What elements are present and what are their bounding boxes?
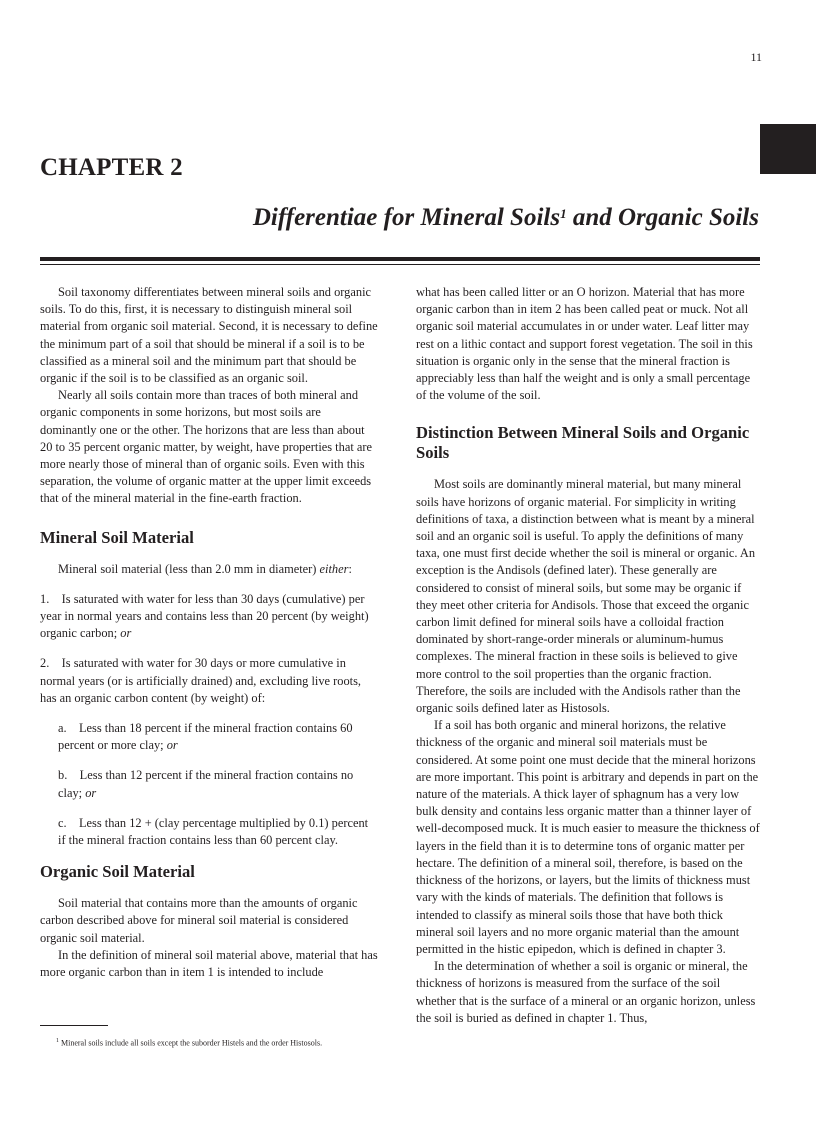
- organic-paragraph-2: In the definition of mineral soil material above, material that has more organic carbon than in item 1 is intended to include: [40, 947, 378, 980]
- intro-paragraph-2: Nearly all soils contain more than traces of both mineral and organic components in some horizons, but most soils are dominantly one or the other. The horizons that are less than about 20 to 35 percent organic matter, by weight, have properties that are more nearly those of mineral than of organic soils. Even with this separation, the volume of organic matter at the upper limit exceeds that of the mineral material in the fine-earth fraction.: [40, 388, 372, 506]
- footnote: [56, 1038, 322, 1048]
- sub-item-c-text: c. Less than 12 + (clay percentage multiplied by 0.1) percent if the mineral fraction contains less than 60 percent clay.: [58, 815, 372, 848]
- sub-item-b: [58, 767, 378, 801]
- sub-item-a-text: a. Less than 18 percent if the mineral fraction contains 60 percent or more clay;: [58, 721, 356, 753]
- mineral-intro-end: :: [348, 561, 352, 576]
- organic-soil-material-heading: Organic Soil Material: [40, 862, 195, 882]
- footnote-number: 1: [56, 1038, 59, 1044]
- list-item-2-text: 2. Is saturated with water for 30 days or more cumulative in normal years (or is artificially drained) and, excluding live roots, has an organic carbon content (by weight) of:: [40, 656, 365, 705]
- footnote-marker: 1: [560, 206, 567, 221]
- sub-item-a: [58, 720, 378, 754]
- chapter-thumb-tab: [760, 124, 816, 174]
- distinction-heading: Distinction Between Mineral Soils and Organic Soils: [416, 423, 750, 463]
- chapter-subtitle-part2: and Organic Soils: [566, 204, 759, 231]
- list-item-1-or: or: [120, 626, 132, 641]
- title-rule-thin: [40, 264, 760, 265]
- sub-item-a-or: or: [166, 738, 178, 753]
- mineral-soil-material-heading: Mineral Soil Material: [40, 527, 194, 547]
- intro-paragraph-1: Soil taxonomy differentiates between mineral soils and organic soils. To do this, first, it is necessary to distinguish mineral soil material from organic soil material. Second, it is necessary to define the minimum part of a soil that should be mineral if a soil is to be classified as a mineral soil and the minimum part that should be organic if the soil is to be classified as an organic soil.: [40, 285, 378, 386]
- sub-item-c: [58, 815, 378, 849]
- right-column: [416, 284, 761, 1027]
- list-item-2: [40, 655, 378, 707]
- sub-item-b-or: or: [85, 785, 97, 800]
- title-rule-thick: [40, 257, 760, 261]
- organic-paragraph-1: Soil material that contains more than the amounts of organic carbon described above for mineral soil material is considered organic soil material.: [40, 896, 358, 945]
- mineral-intro-text: Mineral soil material (less than 2.0 mm in diameter): [58, 561, 317, 576]
- mineral-intro: [40, 561, 378, 578]
- chapter-subtitle-part1: Differentiae for Mineral Soils: [252, 204, 561, 231]
- page-number: 11: [750, 50, 762, 64]
- chapter-title: CHAPTER 2: [40, 154, 183, 181]
- distinction-paragraph-1: Most soils are dominantly mineral material, but many mineral soils have horizons of organic material. For simplicity in writing definitions of taxa, a distinction between what is meant by a mineral soil and an organic soil is useful. To apply the definitions of many taxa, one must first decide whether the soil is mineral or organic. An exception is the Andisols (defined later). These generally are considered to consist of mineral soils, but some may be organic if they meet other criteria for Andisols. Those that exceed the organic carbon limit defined for mineral soils have a colloidal fraction dominated by short-range-order minerals or aluminum-humus complexes. The mineral fraction in these soils is believed to give more control to the soil properties than the organic fraction. Therefore, the soils are included with the Andisols rather than the organic soils defined later as Histosols.: [416, 477, 756, 716]
- sub-list: [40, 720, 378, 849]
- list-item-1: [40, 591, 378, 643]
- list-item-1-text: 1. Is saturated with water for less than 30 days (cumulative) per year in normal years and contains less than 20 percent (by weight) organic carbon;: [40, 591, 372, 641]
- distinction-paragraph-2: If a soil has both organic and mineral horizons, the relative thickness of the organic and mineral soil materials must be considered. At some point one must decide that the mineral horizons are more important. This point is arbitrary and depends in part on the nature of the materials. A thick layer of sphagnum has a very low bulk density and contains less organic matter than a thinner layer of well-decomposed muck. It is much easier to measure the thickness of layers in the field than it is to determine tons of organic matter per hectare. The definition of a mineral soil, therefore, is based on the thickness of the horizons, or layers, but the limits of thickness must vary with the kinds of materials. The definition that follows is intended to classify as mineral soils those that have both thick mineral soil layers and no more organic material than the amount permitted in the histic epipedon, which is defined in chapter 3.: [416, 718, 760, 956]
- chapter-subtitle: [253, 204, 759, 232]
- footnote-text: Mineral soils include all soils except the suborder Histels and the order Histosols.: [59, 1038, 323, 1048]
- mineral-intro-either: either: [319, 561, 349, 576]
- sub-item-b-text: b. Less than 12 percent if the mineral fraction contains no clay;: [58, 768, 357, 800]
- distinction-paragraph-3: In the determination of whether a soil is organic or mineral, the thickness of horizons is measured from the surface of the soil whether that is the surface of a mineral or an organic horizon, unless the soil is buried as defined in chapter 1. Thus,: [416, 959, 756, 1025]
- footnote-rule: [40, 1025, 108, 1026]
- continued-paragraph: what has been called litter or an O horizon. Material that has more organic carbon than in item 2 has been called peat or muck. Not all organic soil material accumulates in or under water. Leaf litter may rest on a lithic contact and support forest vegetation. The soil in this situation is organic only in the sense that the mineral fraction is appreciably less than half the weight and is only a small percentage of the volume of the soil.: [416, 285, 753, 403]
- left-column: [40, 284, 378, 981]
